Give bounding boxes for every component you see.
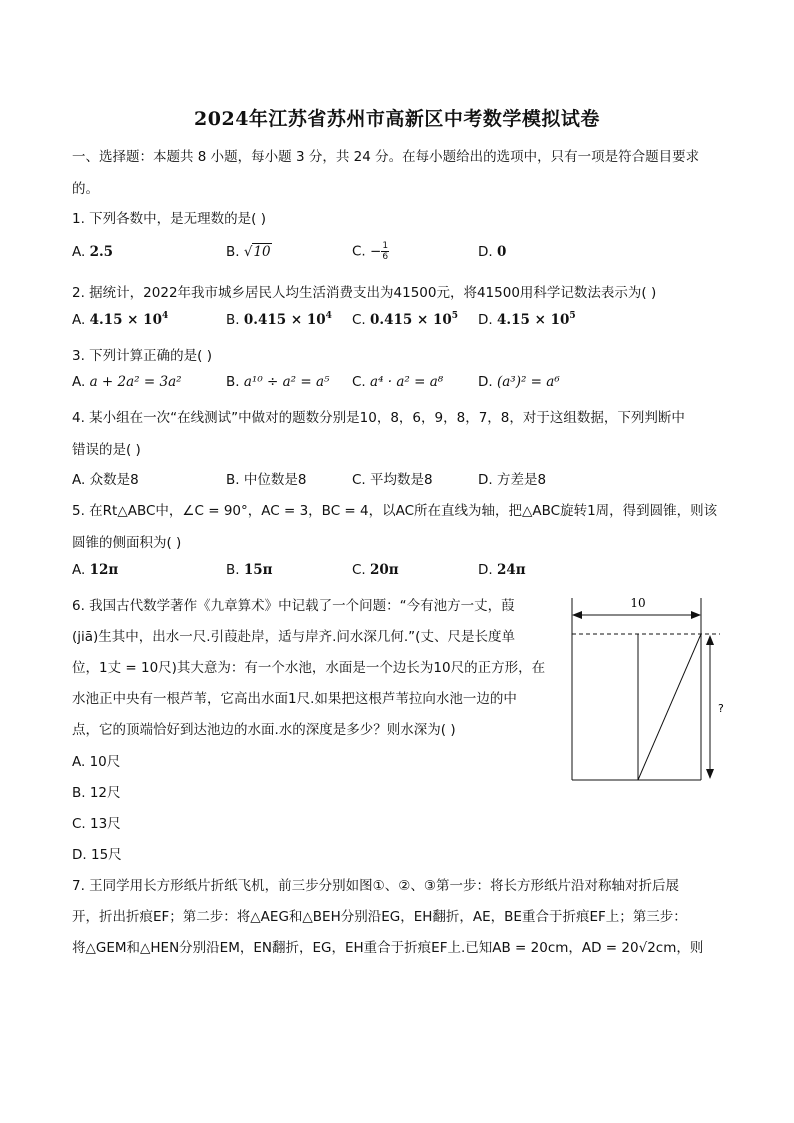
q6-option-c[interactable]: C. 13尺 bbox=[72, 816, 121, 832]
q3-d-expr: (a³)² = a⁶ bbox=[496, 374, 560, 390]
q2-b-label: B. bbox=[226, 312, 244, 328]
q2-b-base: 0.415 × 10 bbox=[243, 312, 326, 328]
q5-b-value: 15π bbox=[243, 562, 273, 578]
q6-stem-line1: 6. 我国古代数学著作《九章算术》中记载了一个问题：“今有池方一丈，葭 bbox=[72, 598, 515, 614]
q3-d-label: D. bbox=[478, 374, 497, 390]
q5-option-c[interactable] bbox=[352, 562, 399, 578]
q2-d-exponent: 5 bbox=[569, 311, 576, 321]
q2-option-d[interactable] bbox=[478, 312, 576, 328]
q3-b-label: B. bbox=[226, 374, 244, 390]
q3-c-label: C. bbox=[352, 374, 371, 390]
section-heading-line1: 一、选择题：本题共 8 小题，每小题 3 分，共 24 分。在每小题给出的选项中，只有一项是符合题目要求 bbox=[72, 149, 700, 165]
q2-c-label: C. bbox=[352, 312, 371, 328]
q1-c-fraction bbox=[381, 241, 389, 262]
q1-a-label: A. bbox=[72, 244, 90, 260]
q1-d-value: 0 bbox=[496, 244, 507, 260]
q2-d-base: 4.15 × 10 bbox=[496, 312, 570, 328]
q2-c-base: 0.415 × 10 bbox=[370, 312, 452, 328]
q2-c-exponent: 5 bbox=[451, 311, 459, 321]
q5-a-value: 12π bbox=[89, 562, 119, 578]
q1-option-c[interactable] bbox=[352, 241, 389, 262]
depth-label: ? bbox=[718, 702, 724, 715]
q4-option-a[interactable]: A. 众数是8 bbox=[72, 472, 139, 488]
q1-c-denominator: 6 bbox=[382, 252, 389, 262]
reed-pulled bbox=[638, 634, 701, 780]
q1-b-sqrt: √10 bbox=[243, 244, 271, 260]
q1-stem: 1. 下列各数中，是无理数的是( ) bbox=[72, 211, 266, 227]
q3-option-b[interactable] bbox=[226, 374, 329, 390]
q4-option-b[interactable]: B. 中位数是8 bbox=[226, 472, 307, 488]
q6-stem-line2: (jiā)生其中，出水一尺.引葭赴岸，适与岸齐.问水深几何.”(丈、尺是长度单 bbox=[72, 629, 515, 645]
q2-a-exponent: 4 bbox=[161, 311, 169, 321]
q4-option-d[interactable]: D. 方差是8 bbox=[478, 472, 547, 488]
q7-stem-line3: 将△GEM和△HEN分别沿EM，EN翻折，EG，EH重合于折痕EF上.已知AB = 20cm，AD = 20√2cm，则 bbox=[72, 940, 704, 956]
q2-b-exponent: 4 bbox=[325, 311, 332, 321]
q1-c-numerator: 1 bbox=[382, 241, 389, 251]
q3-a-expr: a + 2a² = 3a² bbox=[89, 374, 182, 390]
q2-option-a[interactable] bbox=[72, 312, 168, 328]
q6-option-d[interactable]: D. 15尺 bbox=[72, 847, 122, 863]
q6-option-b[interactable]: B. 12尺 bbox=[72, 785, 121, 801]
page-title: 2024年江苏省苏州市高新区中考数学模拟试卷 bbox=[194, 108, 600, 130]
q5-stem-line1: 5. 在Rt△ABC中，∠C = 90°，AC = 3，BC = 4，以AC所在直线为轴，把△ABC旋转1周，得到圆锥，则该 bbox=[72, 503, 718, 519]
width-label: 10 bbox=[630, 596, 646, 610]
q3-b-expr: a¹⁰ ÷ a² = a⁵ bbox=[243, 374, 330, 390]
q5-d-label: D. bbox=[478, 562, 497, 578]
q1-c-sign: − bbox=[370, 243, 382, 260]
q7-stem-line1: 7. 王同学用长方形纸片折纸飞机，前三步分别如图①、②、③第一步：将长方形纸片沿对称轴对折后展 bbox=[72, 878, 679, 894]
q3-option-a[interactable] bbox=[72, 374, 182, 390]
q3-option-d[interactable] bbox=[478, 374, 560, 390]
q1-option-d[interactable] bbox=[478, 244, 506, 260]
q5-option-a[interactable] bbox=[72, 562, 118, 578]
q5-option-d[interactable] bbox=[478, 562, 526, 578]
q3-option-c[interactable] bbox=[352, 374, 443, 390]
q1-c-label: C. bbox=[352, 243, 371, 260]
q2-d-label: D. bbox=[478, 312, 497, 328]
q5-option-b[interactable] bbox=[226, 562, 273, 578]
q6-option-a[interactable]: A. 10尺 bbox=[72, 754, 121, 770]
q4-stem-line1: 4. 某小组在一次“在线测试”中做对的题数分别是10，8，6，9，8，7，8，对于这组数据，下列判断中 bbox=[72, 410, 685, 426]
q5-a-label: A. bbox=[72, 562, 90, 578]
q7-stem-line2: 开，折出折痕EF；第二步：将△AEG和△BEH分别沿EG，EH翻折，AE，BE重合于折痕EF上；第三步： bbox=[72, 909, 687, 925]
q2-option-b[interactable] bbox=[226, 312, 332, 328]
q5-c-value: 20π bbox=[370, 562, 399, 578]
q6-stem-line4: 水池正中央有一根芦苇，它高出水面1尺.如果把这根芦苇拉向水池一边的中 bbox=[72, 691, 517, 707]
q3-c-expr: a⁴ · a² = a⁸ bbox=[370, 374, 444, 390]
q1-d-label: D. bbox=[478, 244, 497, 260]
q5-b-label: B. bbox=[226, 562, 244, 578]
q3-stem: 3. 下列计算正确的是( ) bbox=[72, 348, 212, 364]
q5-stem-line2: 圆锥的侧面积为( ) bbox=[72, 535, 182, 551]
q2-a-label: A. bbox=[72, 312, 90, 328]
q1-option-a[interactable] bbox=[72, 244, 113, 260]
q6-stem-line3: 位，1丈 = 10尺)其大意为：有一个水池，水面是一个边长为10尺的正方形，在 bbox=[72, 660, 546, 676]
q6-stem-line5: 点，它的顶端恰好到达池边的水面.水的深度是多少？则水深为( ) bbox=[72, 722, 456, 738]
section-heading-line2: 的。 bbox=[72, 181, 99, 197]
q3-a-label: A. bbox=[72, 374, 90, 390]
q5-d-value: 24π bbox=[496, 562, 526, 578]
q4-option-c[interactable]: C. 平均数是8 bbox=[352, 472, 433, 488]
q1-option-b[interactable] bbox=[226, 244, 272, 260]
q4-stem-line2: 错误的是( ) bbox=[72, 442, 141, 458]
q1-b-label: B. bbox=[226, 244, 244, 260]
q1-a-value: 2.5 bbox=[89, 244, 114, 260]
q2-stem: 2. 据统计，2022年我市城乡居民人均生活消费支出为41500元，将41500用科学记数法表示为( ) bbox=[72, 285, 657, 301]
q2-a-base: 4.15 × 10 bbox=[89, 312, 162, 328]
pond-reed-diagram bbox=[560, 590, 730, 790]
q1-b-radicand: 10 bbox=[253, 244, 271, 260]
q2-option-c[interactable] bbox=[352, 312, 458, 328]
q5-c-label: C. bbox=[352, 562, 371, 578]
